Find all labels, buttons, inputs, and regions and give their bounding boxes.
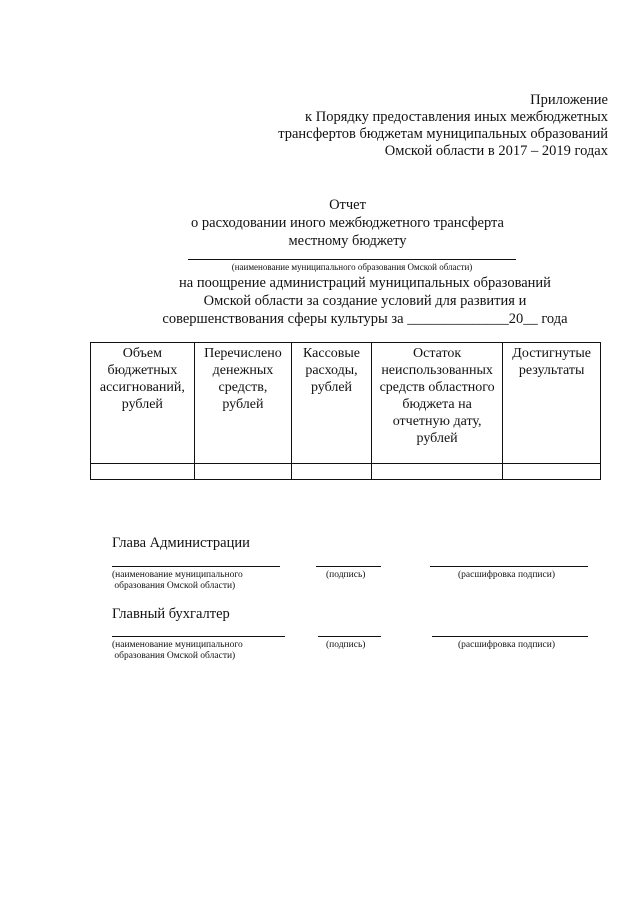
head-decode-line [430,566,588,567]
accountant-name-caption: (наименование муниципального образования Омской области) [112,640,243,661]
accountant-name-line [112,636,285,637]
title-line: о расходовании иного межбюджетного трансферта [191,215,504,231]
purpose-line: совершенствования сферы культуры за ______________20__ года [162,311,568,327]
appendix-line: к Порядку предоставления иных межбюджетных [305,109,608,125]
appendix-line: Омской области в 2017 – 2019 годах [384,143,608,159]
table-cell [503,464,601,480]
accountant-signature-title: Главный бухгалтер [112,606,230,622]
table-header-row [91,343,601,464]
purpose-line: на поощрение администраций муниципальных образований [179,275,551,291]
col-header-results: Достигнутые результаты [503,343,601,464]
head-name-line [112,566,280,567]
table-cell [371,464,502,480]
appendix-line: трансфертов бюджетам муниципальных образований [278,126,608,142]
title-line: местному бюджету [288,233,407,249]
col-header-allocations: Объем бюджетных ассигнований, рублей [91,343,195,464]
head-name-caption: (наименование муниципального образования Омской области) [112,570,243,591]
table-row [91,464,601,480]
appendix-block [278,92,608,160]
head-decode-caption: (расшифровка подписи) [458,570,555,580]
report-table [90,342,601,480]
col-header-transferred: Перечислено денежных средств, рублей [194,343,291,464]
table-cell [91,464,195,480]
head-sign-caption: (подпись) [326,570,366,580]
head-sign-line [316,566,381,567]
head-signature-title: Глава Администрации [112,535,250,551]
table-cell [194,464,291,480]
accountant-sign-caption: (подпись) [326,640,366,650]
purpose-line: Омской области за создание условий для развития и [203,293,527,309]
report-purpose [90,274,640,328]
col-header-remainder: Остаток неиспользованных средств областного бюджета на отчетную дату, рублей [371,343,502,464]
report-title [90,196,605,250]
table-cell [292,464,372,480]
accountant-decode-caption: (расшифровка подписи) [458,640,555,650]
accountant-decode-line [432,636,588,637]
col-header-cash-expenses: Кассовые расходы, рублей [292,343,372,464]
accountant-sign-line [318,636,381,637]
title-line: Отчет [329,197,366,213]
appendix-line: Приложение [530,92,608,108]
municipality-name-field: (наименование муниципального образования Омской области) [188,259,516,272]
